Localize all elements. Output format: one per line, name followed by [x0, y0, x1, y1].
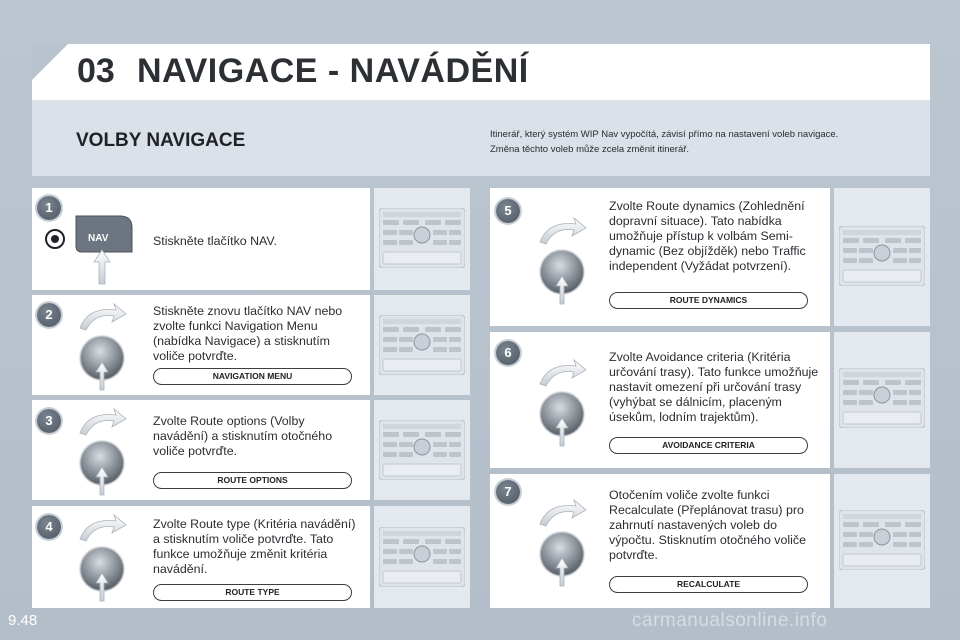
step-6-console-image	[839, 368, 925, 428]
step-7-console-image	[839, 510, 925, 570]
step-2-number: 2	[37, 303, 61, 327]
step-1-console-image	[379, 208, 465, 268]
nav-button-text: NAV	[88, 233, 109, 244]
step-4-console-image	[379, 527, 465, 587]
chapter-number: 03	[77, 52, 115, 90]
section-title: VOLBY NAVIGACE	[76, 130, 246, 151]
rotary-knob-icon	[72, 405, 134, 499]
step-5-console-image	[839, 226, 925, 286]
route-type-label: ROUTE TYPE	[153, 584, 352, 601]
step-7-number: 7	[496, 480, 520, 504]
step-5-text: Zvolte Route dynamics (Zohlednění dopravní situace). Tato nabídka umožňuje přístup k volbám Semi-dynamic (Bez objížděk) nebo Traffic independent (Vyžádat potvrzení).	[609, 199, 806, 273]
step-3-text: Zvolte Route options (Volby navádění) a stisknutím otočného voliče potvrďte.	[153, 414, 333, 458]
header-corner	[32, 44, 68, 80]
rotary-knob-icon	[532, 496, 594, 590]
step-4-number: 4	[37, 515, 61, 539]
navigation-menu-label: NAVIGATION MENU	[153, 368, 352, 385]
route-options-label: ROUTE OPTIONS	[153, 472, 352, 489]
avoidance-criteria-label: AVOIDANCE CRITERIA	[609, 437, 808, 454]
rotary-knob-icon	[72, 300, 134, 394]
step-3-number: 3	[37, 409, 61, 433]
step-5-number: 5	[496, 199, 520, 223]
intro-line-2: Změna těchto voleb může zcela změnit itinerář.	[490, 144, 690, 155]
recalculate-label: RECALCULATE	[609, 576, 808, 593]
step-6-text: Zvolte Avoidance criteria (Kritéria určování trasy). Tato funkce umožňuje nastavit omezení při určování trasy (vyhýbat se dálnicím, placeným úsekům, lodním trajektům).	[609, 350, 819, 424]
step-2-console-image	[379, 315, 465, 375]
step-1-text: Stiskněte tlačítko NAV.	[153, 234, 277, 248]
step-7-text: Otočením voliče zvolte funkci Recalculate (Přeplánovat trasu) pro zahrnutí nastavených voleb do výpočtu. Stisknutím otočného voliče potvrďte.	[609, 488, 806, 562]
intro-line-1: Itinerář, který systém WIP Nav vypočítá, závisí přímo na nastavení voleb navigace.	[490, 129, 839, 140]
nav-button-icon	[74, 210, 134, 286]
step-4-text: Zvolte Route type (Kritéria navádění) a stisknutím voliče potvrďte. Tato funkce umožňuje změnit kritéria navádění.	[153, 517, 356, 576]
route-dynamics-label: ROUTE DYNAMICS	[609, 292, 808, 309]
page-title: NAVIGACE - NAVÁDĚNÍ	[137, 52, 529, 90]
step-2-text: Stiskněte znovu tlačítko NAV nebo zvolte funkci Navigation Menu (nabídka Navigace) a stisknutím voliče potvrďte.	[153, 304, 343, 363]
intro-text	[490, 127, 910, 157]
step-6-number: 6	[496, 341, 520, 365]
rotary-knob-icon	[532, 356, 594, 450]
rotary-knob-icon	[532, 214, 594, 308]
pointer-icon	[44, 228, 66, 250]
step-1-number: 1	[37, 196, 61, 220]
step-3-console-image	[379, 420, 465, 480]
page-number: 9.48	[8, 612, 38, 629]
watermark: carmanualsonline.info	[632, 610, 828, 631]
rotary-knob-icon	[72, 511, 134, 605]
